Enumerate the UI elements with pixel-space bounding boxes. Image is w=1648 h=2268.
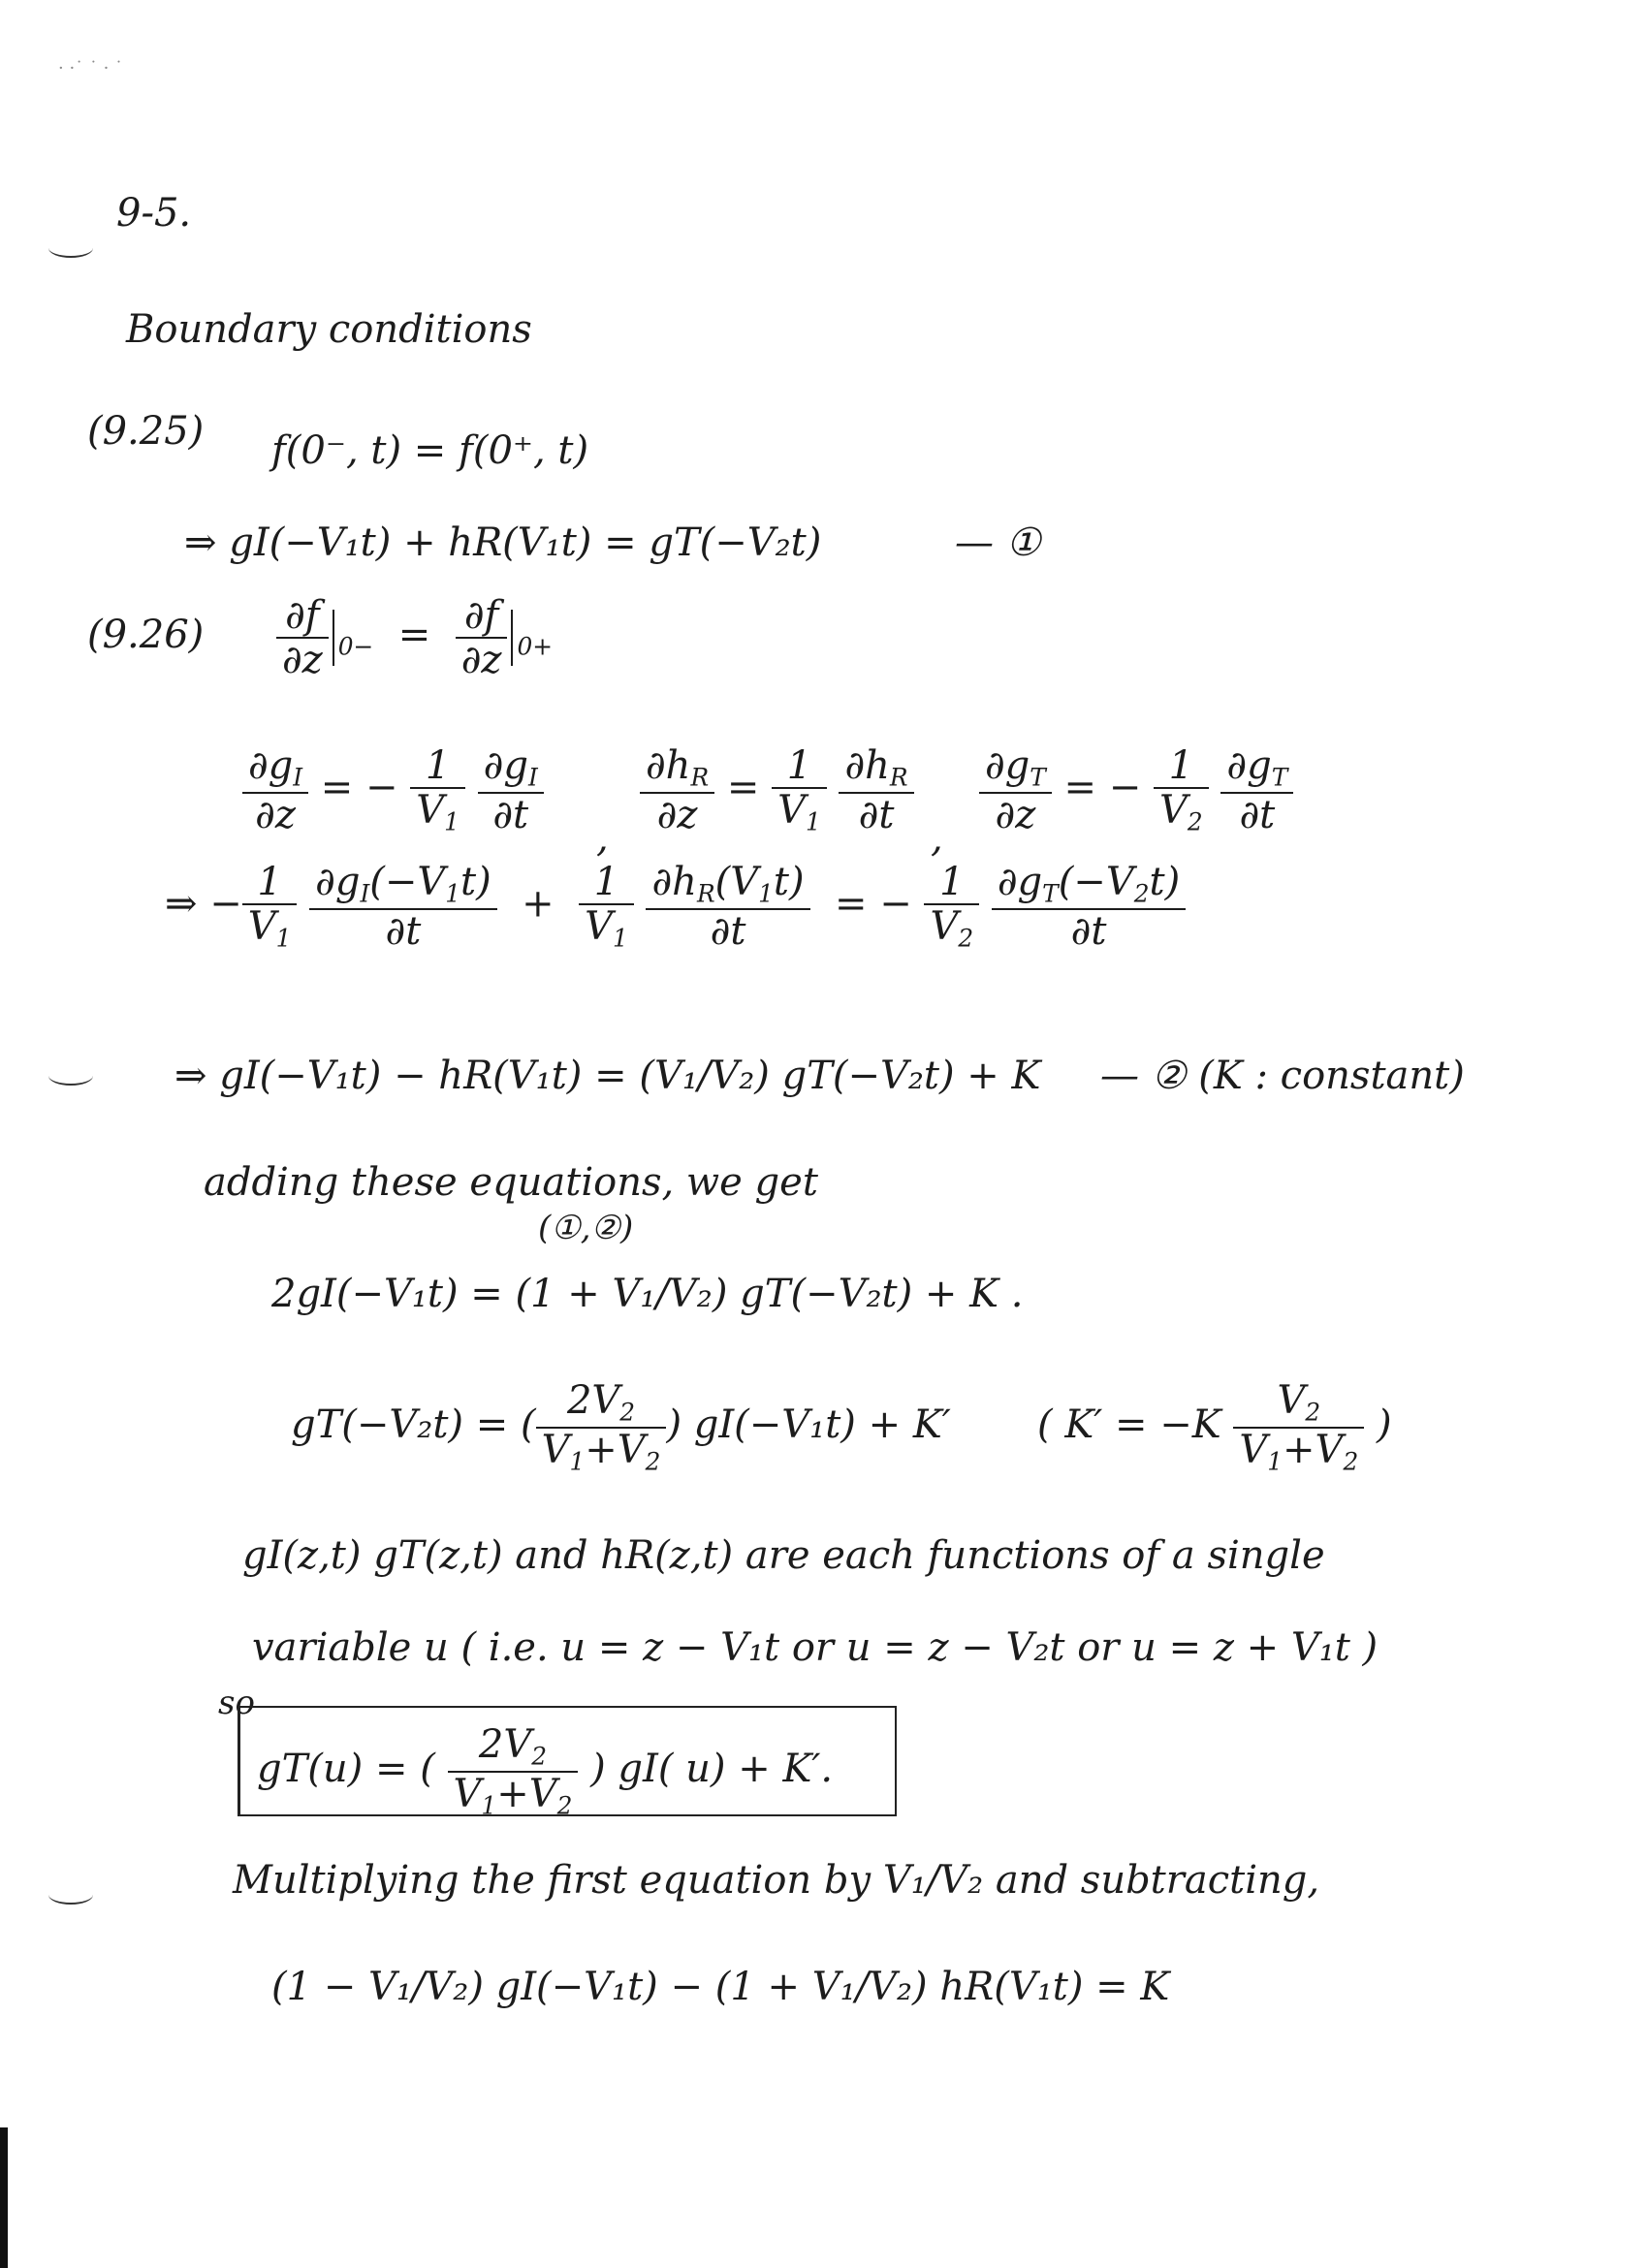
partial-hr: $\frac{\partial h_R}{\partial z}$ = $\frac{1}{V_1}$ $\frac{\partial h_R}{\partial t}$ bbox=[640, 746, 914, 835]
so-label: so bbox=[218, 1684, 255, 1722]
comma-2: , bbox=[931, 816, 943, 861]
partial-gi: $\frac{\partial g_I}{\partial z}$ = − $\frac{1}{V_1}$ $\frac{\partial g_I}{\partial t}$ bbox=[242, 746, 544, 835]
eq-9-26: $\frac{\partial f}{\partial z}$ $_{0-}$ = $\frac{\partial f}{\partial z}$ $_{0+}$ bbox=[276, 596, 553, 679]
derivative-eq: ⇒ − $\frac{1}{V_1}$ $\frac{\partial g_I(-V_1t)}{\partial t}$ + $\frac{1}{V_1}$ $\frac{\partial h_R(V_1t)}{\partial t}$ = − $\frac{1}{V_2}$ $\frac{\partial g_T(-V_2t)}{\partial t}$ bbox=[165, 863, 1186, 951]
eq-9-25-label: (9.25) bbox=[87, 409, 205, 454]
kprime-def-lhs: ( K′ = −K bbox=[1037, 1402, 1221, 1448]
boxed-result: gT(u) = ( $\frac{2V_2}{V_1+V_2}$ ) gI( u) + K′. bbox=[257, 1722, 834, 1820]
functions-line: gI(z,t) gT(z,t) and hR(z,t) are each functions of a single bbox=[242, 1533, 1325, 1578]
comma-1: , bbox=[596, 816, 609, 861]
variable-line: variable u ( i.e. u = z − V₁t or u = z − V₂t or u = z + V₁t ) bbox=[252, 1625, 1379, 1670]
kprime-def: ( K′ = −K $\frac{V_2}{V_1+V_2}$ ) bbox=[1037, 1378, 1392, 1476]
section-heading: Boundary conditions bbox=[126, 307, 532, 352]
eq-2: ⇒ gI(−V₁t) − hR(V₁t) = (V₁/V₂) gT(−V₂t) + K bbox=[174, 1054, 1041, 1098]
boxed-rhs: ) gI( u) + K′. bbox=[590, 1747, 834, 1792]
gt-eq-lhs: gT(−V₂t) = bbox=[291, 1402, 509, 1448]
implies-2: ⇒ bbox=[165, 881, 198, 927]
adding-text: adding these equations, we get bbox=[204, 1160, 818, 1205]
kprime-def-close: ) bbox=[1376, 1402, 1392, 1448]
punch-mark-3 bbox=[48, 1885, 93, 1905]
scan-specks: · ·˙ ˙ · ˙ bbox=[58, 58, 124, 79]
gt-eq-rest: gI(−V₁t) + K′ bbox=[693, 1402, 951, 1448]
problem-label: 9-5. bbox=[116, 191, 192, 236]
multiply-line: Multiplying the first equation by V₁/V₂ and subtracting, bbox=[233, 1858, 1320, 1903]
eq-1-tag: — ① bbox=[955, 520, 1041, 565]
punch-mark-2 bbox=[48, 1066, 93, 1086]
adding-sub: (①,②) bbox=[538, 1209, 634, 1247]
eq-9-25: f(0⁻, t) = f(0⁺, t) bbox=[271, 428, 589, 473]
gt-eq: gT(−V₂t) = ( $\frac{2V_2}{V_1+V_2}$ ) gI(−V₁t) + K′ bbox=[291, 1378, 951, 1476]
eq-2-tag: — ② (K : constant) bbox=[1100, 1054, 1465, 1098]
punch-mark-1 bbox=[48, 238, 93, 258]
eq-9-26-label-text: (9.26) bbox=[87, 613, 205, 657]
partial-gt: $\frac{\partial g_T}{\partial z}$ = − $\frac{1}{V_2}$ $\frac{\partial g_T}{\partial t}$ bbox=[979, 746, 1293, 835]
sum-eq: 2gI(−V₁t) = (1 + V₁/V₂) gT(−V₂t) + K . bbox=[271, 1272, 1024, 1316]
eq-9-26-label bbox=[87, 613, 205, 657]
eq-1: ⇒ gI(−V₁t) + hR(V₁t) = gT(−V₂t) bbox=[184, 520, 822, 565]
boxed-lhs: gT(u) = ( bbox=[257, 1747, 435, 1792]
scan-edge bbox=[0, 2127, 8, 2268]
final-eq: (1 − V₁/V₂) gI(−V₁t) − (1 + V₁/V₂) hR(V₁t) = K bbox=[271, 1965, 1170, 2009]
